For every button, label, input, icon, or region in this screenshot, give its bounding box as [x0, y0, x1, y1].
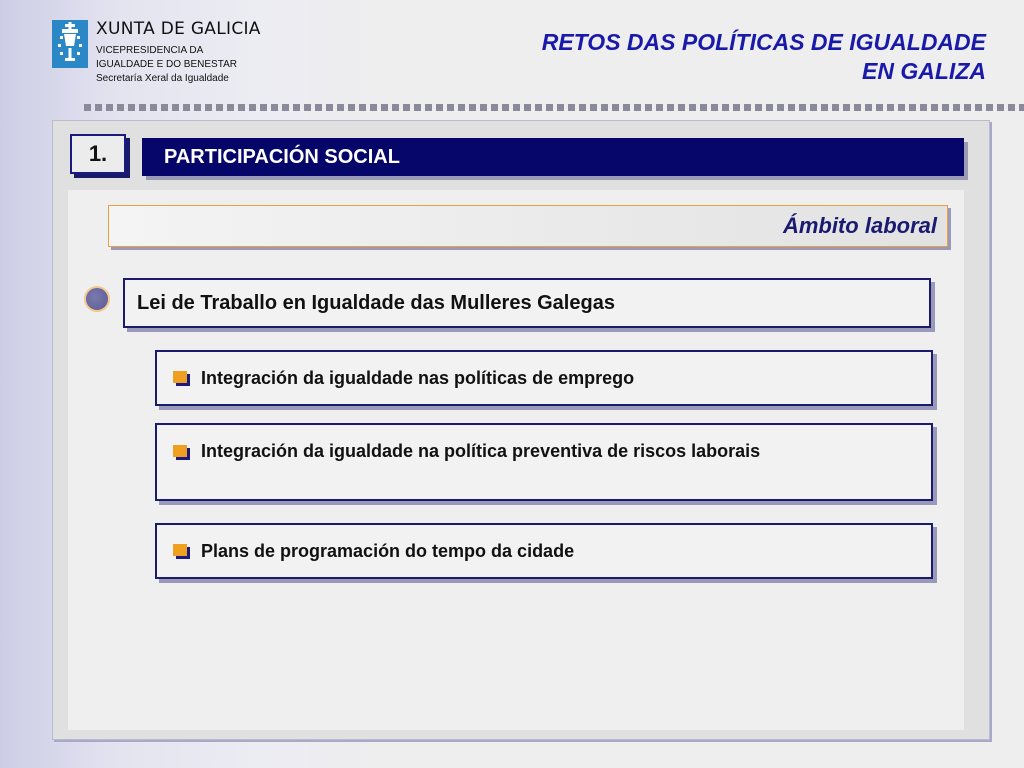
org-line-1: VICEPRESIDENCIA DA — [96, 45, 204, 56]
section-title-bar — [142, 138, 964, 176]
law-title: Lei de Traballo en Igualdade das Mulleres Galegas — [137, 291, 615, 314]
list-item — [155, 423, 933, 501]
list-item — [155, 350, 933, 406]
section-title: PARTICIPACIÓN SOCIAL — [164, 145, 400, 168]
list-item-text: Integración da igualdade nas políticas de emprego — [201, 368, 635, 388]
page-title — [542, 28, 986, 86]
org-name: XUNTA DE GALICIA — [96, 19, 261, 39]
section-number: 1. — [70, 134, 126, 174]
circle-bullet-icon — [84, 286, 110, 312]
xunta-crest-icon — [52, 20, 88, 68]
ambit-label: Ámbito laboral — [782, 213, 937, 238]
org-line-2: IGUALDADE E DO BENESTAR — [96, 59, 237, 70]
square-bullet-icon — [173, 371, 187, 383]
list-item-text: Plans de programación do tempo da cidade — [201, 541, 575, 561]
dotted-divider — [84, 104, 1024, 111]
list-item — [155, 523, 933, 579]
ambit-header — [108, 205, 948, 247]
title-line-2: EN GALIZA — [862, 58, 986, 84]
title-line-1: RETOS DAS POLÍTICAS DE IGUALDADE — [541, 29, 986, 55]
law-title-box — [123, 278, 931, 328]
square-bullet-icon — [173, 445, 187, 457]
org-line-3: Secretaría Xeral da Igualdade — [96, 73, 229, 84]
square-bullet-icon — [173, 544, 187, 556]
list-item-text: Integración da igualdade na política preventiva de riscos laborais — [201, 441, 761, 461]
